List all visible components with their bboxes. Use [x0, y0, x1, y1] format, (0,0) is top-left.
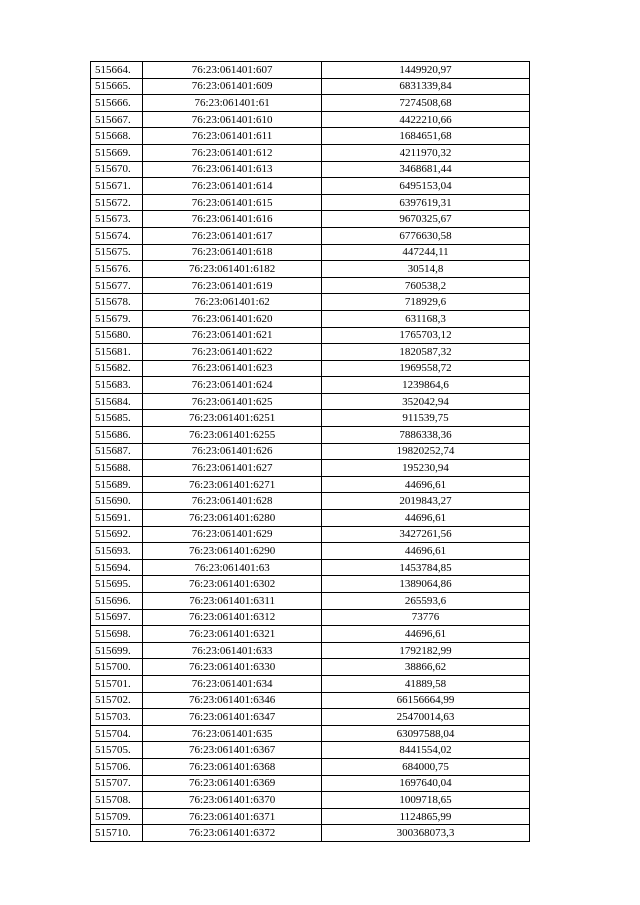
- cadastral-number-cell: 76:23:061401:6369: [143, 775, 322, 792]
- cadastral-number-cell: 76:23:061401:6347: [143, 709, 322, 726]
- value-cell: 6397619,31: [322, 194, 530, 211]
- table-row: [91, 410, 530, 427]
- table-row: [91, 742, 530, 759]
- value-cell: 9670325,67: [322, 211, 530, 228]
- table-row: [91, 144, 530, 161]
- cadastral-number-cell: 76:23:061401:6255: [143, 427, 322, 444]
- row-number-cell: 515705.: [91, 742, 143, 759]
- table-row: [91, 758, 530, 775]
- row-number-cell: 515682.: [91, 360, 143, 377]
- row-number-cell: 515683.: [91, 377, 143, 394]
- cadastral-number-cell: 76:23:061401:62: [143, 294, 322, 311]
- cadastral-number-cell: 76:23:061401:617: [143, 227, 322, 244]
- cadastral-number-cell: 76:23:061401:6368: [143, 758, 322, 775]
- row-number-cell: 515680.: [91, 327, 143, 344]
- cadastral-number-cell: 76:23:061401:619: [143, 277, 322, 294]
- table-row: [91, 427, 530, 444]
- cadastral-number-cell: 76:23:061401:6367: [143, 742, 322, 759]
- table-row: [91, 244, 530, 261]
- table-row: [91, 443, 530, 460]
- table-row: [91, 178, 530, 195]
- table-row: [91, 377, 530, 394]
- cadastral-number-cell: 76:23:061401:6371: [143, 808, 322, 825]
- table-row: [91, 593, 530, 610]
- table-row: [91, 725, 530, 742]
- value-cell: 38866,62: [322, 659, 530, 676]
- table-row: [91, 161, 530, 178]
- value-cell: 1389064,86: [322, 576, 530, 593]
- value-cell: 265593,6: [322, 593, 530, 610]
- cadastral-number-cell: 76:23:061401:6321: [143, 626, 322, 643]
- row-number-cell: 515694.: [91, 559, 143, 576]
- row-number-cell: 515700.: [91, 659, 143, 676]
- row-number-cell: 515664.: [91, 62, 143, 79]
- table-row: [91, 559, 530, 576]
- row-number-cell: 515678.: [91, 294, 143, 311]
- table-row: [91, 626, 530, 643]
- table-row: [91, 709, 530, 726]
- value-cell: 7886338,36: [322, 427, 530, 444]
- value-cell: 1239864,6: [322, 377, 530, 394]
- cadastral-number-cell: 76:23:061401:635: [143, 725, 322, 742]
- table-row: [91, 675, 530, 692]
- table-row: [91, 792, 530, 809]
- value-cell: 44696,61: [322, 543, 530, 560]
- value-cell: 195230,94: [322, 460, 530, 477]
- cadastral-number-cell: 76:23:061401:634: [143, 675, 322, 692]
- table-row: [91, 476, 530, 493]
- value-cell: 41889,58: [322, 675, 530, 692]
- value-cell: 6776630,58: [322, 227, 530, 244]
- table-row: [91, 111, 530, 128]
- cadastral-number-cell: 76:23:061401:6290: [143, 543, 322, 560]
- table-row: [91, 360, 530, 377]
- value-cell: 6831339,84: [322, 78, 530, 95]
- table-row: [91, 659, 530, 676]
- row-number-cell: 515692.: [91, 526, 143, 543]
- cadastral-number-cell: 76:23:061401:610: [143, 111, 322, 128]
- value-cell: 1765703,12: [322, 327, 530, 344]
- row-number-cell: 515669.: [91, 144, 143, 161]
- value-cell: 760538,2: [322, 277, 530, 294]
- cadastral-number-cell: 76:23:061401:607: [143, 62, 322, 79]
- table-row: [91, 128, 530, 145]
- row-number-cell: 515667.: [91, 111, 143, 128]
- row-number-cell: 515676.: [91, 261, 143, 278]
- row-number-cell: 515708.: [91, 792, 143, 809]
- cadastral-number-cell: 76:23:061401:6311: [143, 593, 322, 610]
- cadastral-number-cell: 76:23:061401:6302: [143, 576, 322, 593]
- row-number-cell: 515685.: [91, 410, 143, 427]
- cadastral-number-cell: 76:23:061401:620: [143, 310, 322, 327]
- cadastral-number-cell: 76:23:061401:6182: [143, 261, 322, 278]
- table-row: [91, 642, 530, 659]
- value-cell: 352042,94: [322, 393, 530, 410]
- row-number-cell: 515701.: [91, 675, 143, 692]
- value-cell: 718929,6: [322, 294, 530, 311]
- row-number-cell: 515672.: [91, 194, 143, 211]
- cadastral-number-cell: 76:23:061401:6372: [143, 825, 322, 842]
- row-number-cell: 515681.: [91, 344, 143, 361]
- table-row: [91, 808, 530, 825]
- value-cell: 1009718,65: [322, 792, 530, 809]
- row-number-cell: 515702.: [91, 692, 143, 709]
- row-number-cell: 515677.: [91, 277, 143, 294]
- cadastral-number-cell: 76:23:061401:615: [143, 194, 322, 211]
- value-cell: 1124865,99: [322, 808, 530, 825]
- cadastral-number-cell: 76:23:061401:611: [143, 128, 322, 145]
- table-row: [91, 194, 530, 211]
- value-cell: 1449920,97: [322, 62, 530, 79]
- row-number-cell: 515689.: [91, 476, 143, 493]
- cadastral-number-cell: 76:23:061401:633: [143, 642, 322, 659]
- table-row: [91, 310, 530, 327]
- value-cell: 19820252,74: [322, 443, 530, 460]
- cadastral-number-cell: 76:23:061401:627: [143, 460, 322, 477]
- value-cell: 1820587,32: [322, 344, 530, 361]
- value-cell: 25470014,63: [322, 709, 530, 726]
- row-number-cell: 515710.: [91, 825, 143, 842]
- table-row: [91, 825, 530, 842]
- cadastral-number-cell: 76:23:061401:6370: [143, 792, 322, 809]
- table-row: [91, 261, 530, 278]
- row-number-cell: 515671.: [91, 178, 143, 195]
- row-number-cell: 515704.: [91, 725, 143, 742]
- table-row: [91, 393, 530, 410]
- value-cell: 30514,8: [322, 261, 530, 278]
- cadastral-number-cell: 76:23:061401:609: [143, 78, 322, 95]
- cadastral-number-cell: 76:23:061401:616: [143, 211, 322, 228]
- row-number-cell: 515668.: [91, 128, 143, 145]
- value-cell: 6495153,04: [322, 178, 530, 195]
- cadastral-number-cell: 76:23:061401:618: [143, 244, 322, 261]
- value-cell: 44696,61: [322, 510, 530, 527]
- cadastral-number-cell: 76:23:061401:613: [143, 161, 322, 178]
- cadastral-number-cell: 76:23:061401:63: [143, 559, 322, 576]
- value-cell: 4211970,32: [322, 144, 530, 161]
- row-number-cell: 515696.: [91, 593, 143, 610]
- row-number-cell: 515703.: [91, 709, 143, 726]
- row-number-cell: 515707.: [91, 775, 143, 792]
- cadastral-number-cell: 76:23:061401:625: [143, 393, 322, 410]
- value-cell: 8441554,02: [322, 742, 530, 759]
- row-number-cell: 515666.: [91, 95, 143, 112]
- row-number-cell: 515684.: [91, 393, 143, 410]
- value-cell: 300368073,3: [322, 825, 530, 842]
- cadastral-number-cell: 76:23:061401:614: [143, 178, 322, 195]
- row-number-cell: 515687.: [91, 443, 143, 460]
- value-cell: 2019843,27: [322, 493, 530, 510]
- value-cell: 44696,61: [322, 476, 530, 493]
- cadastral-number-cell: 76:23:061401:6280: [143, 510, 322, 527]
- cadastral-number-cell: 76:23:061401:6251: [143, 410, 322, 427]
- value-cell: 1684651,68: [322, 128, 530, 145]
- value-cell: 684000,75: [322, 758, 530, 775]
- value-cell: 73776: [322, 609, 530, 626]
- table-row: [91, 460, 530, 477]
- cadastral-number-cell: 76:23:061401:6346: [143, 692, 322, 709]
- cadastral-number-cell: 76:23:061401:6330: [143, 659, 322, 676]
- table-row: [91, 78, 530, 95]
- value-cell: 7274508,68: [322, 95, 530, 112]
- row-number-cell: 515673.: [91, 211, 143, 228]
- cadastral-value-table: [90, 61, 530, 842]
- value-cell: 1969558,72: [322, 360, 530, 377]
- row-number-cell: 515695.: [91, 576, 143, 593]
- table-row: [91, 775, 530, 792]
- value-cell: 1792182,99: [322, 642, 530, 659]
- value-cell: 44696,61: [322, 626, 530, 643]
- cadastral-number-cell: 76:23:061401:621: [143, 327, 322, 344]
- table-row: [91, 692, 530, 709]
- row-number-cell: 515691.: [91, 510, 143, 527]
- table-row: [91, 277, 530, 294]
- value-cell: 3468681,44: [322, 161, 530, 178]
- value-cell: 66156664,99: [322, 692, 530, 709]
- table-body: [91, 62, 530, 842]
- cadastral-number-cell: 76:23:061401:6271: [143, 476, 322, 493]
- row-number-cell: 515699.: [91, 642, 143, 659]
- row-number-cell: 515674.: [91, 227, 143, 244]
- table-row: [91, 510, 530, 527]
- value-cell: 4422210,66: [322, 111, 530, 128]
- value-cell: 1697640,04: [322, 775, 530, 792]
- cadastral-number-cell: 76:23:061401:622: [143, 344, 322, 361]
- table-row: [91, 526, 530, 543]
- table-row: [91, 294, 530, 311]
- value-cell: 1453784,85: [322, 559, 530, 576]
- table-row: [91, 327, 530, 344]
- value-cell: 63097588,04: [322, 725, 530, 742]
- table-row: [91, 211, 530, 228]
- row-number-cell: 515679.: [91, 310, 143, 327]
- row-number-cell: 515698.: [91, 626, 143, 643]
- table-row: [91, 95, 530, 112]
- cadastral-number-cell: 76:23:061401:629: [143, 526, 322, 543]
- table-row: [91, 543, 530, 560]
- table-row: [91, 344, 530, 361]
- row-number-cell: 515706.: [91, 758, 143, 775]
- row-number-cell: 515665.: [91, 78, 143, 95]
- table-row: [91, 493, 530, 510]
- cadastral-number-cell: 76:23:061401:612: [143, 144, 322, 161]
- value-cell: 631168,3: [322, 310, 530, 327]
- row-number-cell: 515688.: [91, 460, 143, 477]
- value-cell: 911539,75: [322, 410, 530, 427]
- cadastral-number-cell: 76:23:061401:61: [143, 95, 322, 112]
- row-number-cell: 515686.: [91, 427, 143, 444]
- value-cell: 3427261,56: [322, 526, 530, 543]
- row-number-cell: 515697.: [91, 609, 143, 626]
- row-number-cell: 515675.: [91, 244, 143, 261]
- cadastral-number-cell: 76:23:061401:628: [143, 493, 322, 510]
- cadastral-number-cell: 76:23:061401:626: [143, 443, 322, 460]
- cadastral-number-cell: 76:23:061401:623: [143, 360, 322, 377]
- table-row: [91, 576, 530, 593]
- table-row: [91, 227, 530, 244]
- row-number-cell: 515670.: [91, 161, 143, 178]
- value-cell: 447244,11: [322, 244, 530, 261]
- row-number-cell: 515693.: [91, 543, 143, 560]
- cadastral-number-cell: 76:23:061401:624: [143, 377, 322, 394]
- table-row: [91, 609, 530, 626]
- cadastral-number-cell: 76:23:061401:6312: [143, 609, 322, 626]
- row-number-cell: 515709.: [91, 808, 143, 825]
- table-row: [91, 62, 530, 79]
- row-number-cell: 515690.: [91, 493, 143, 510]
